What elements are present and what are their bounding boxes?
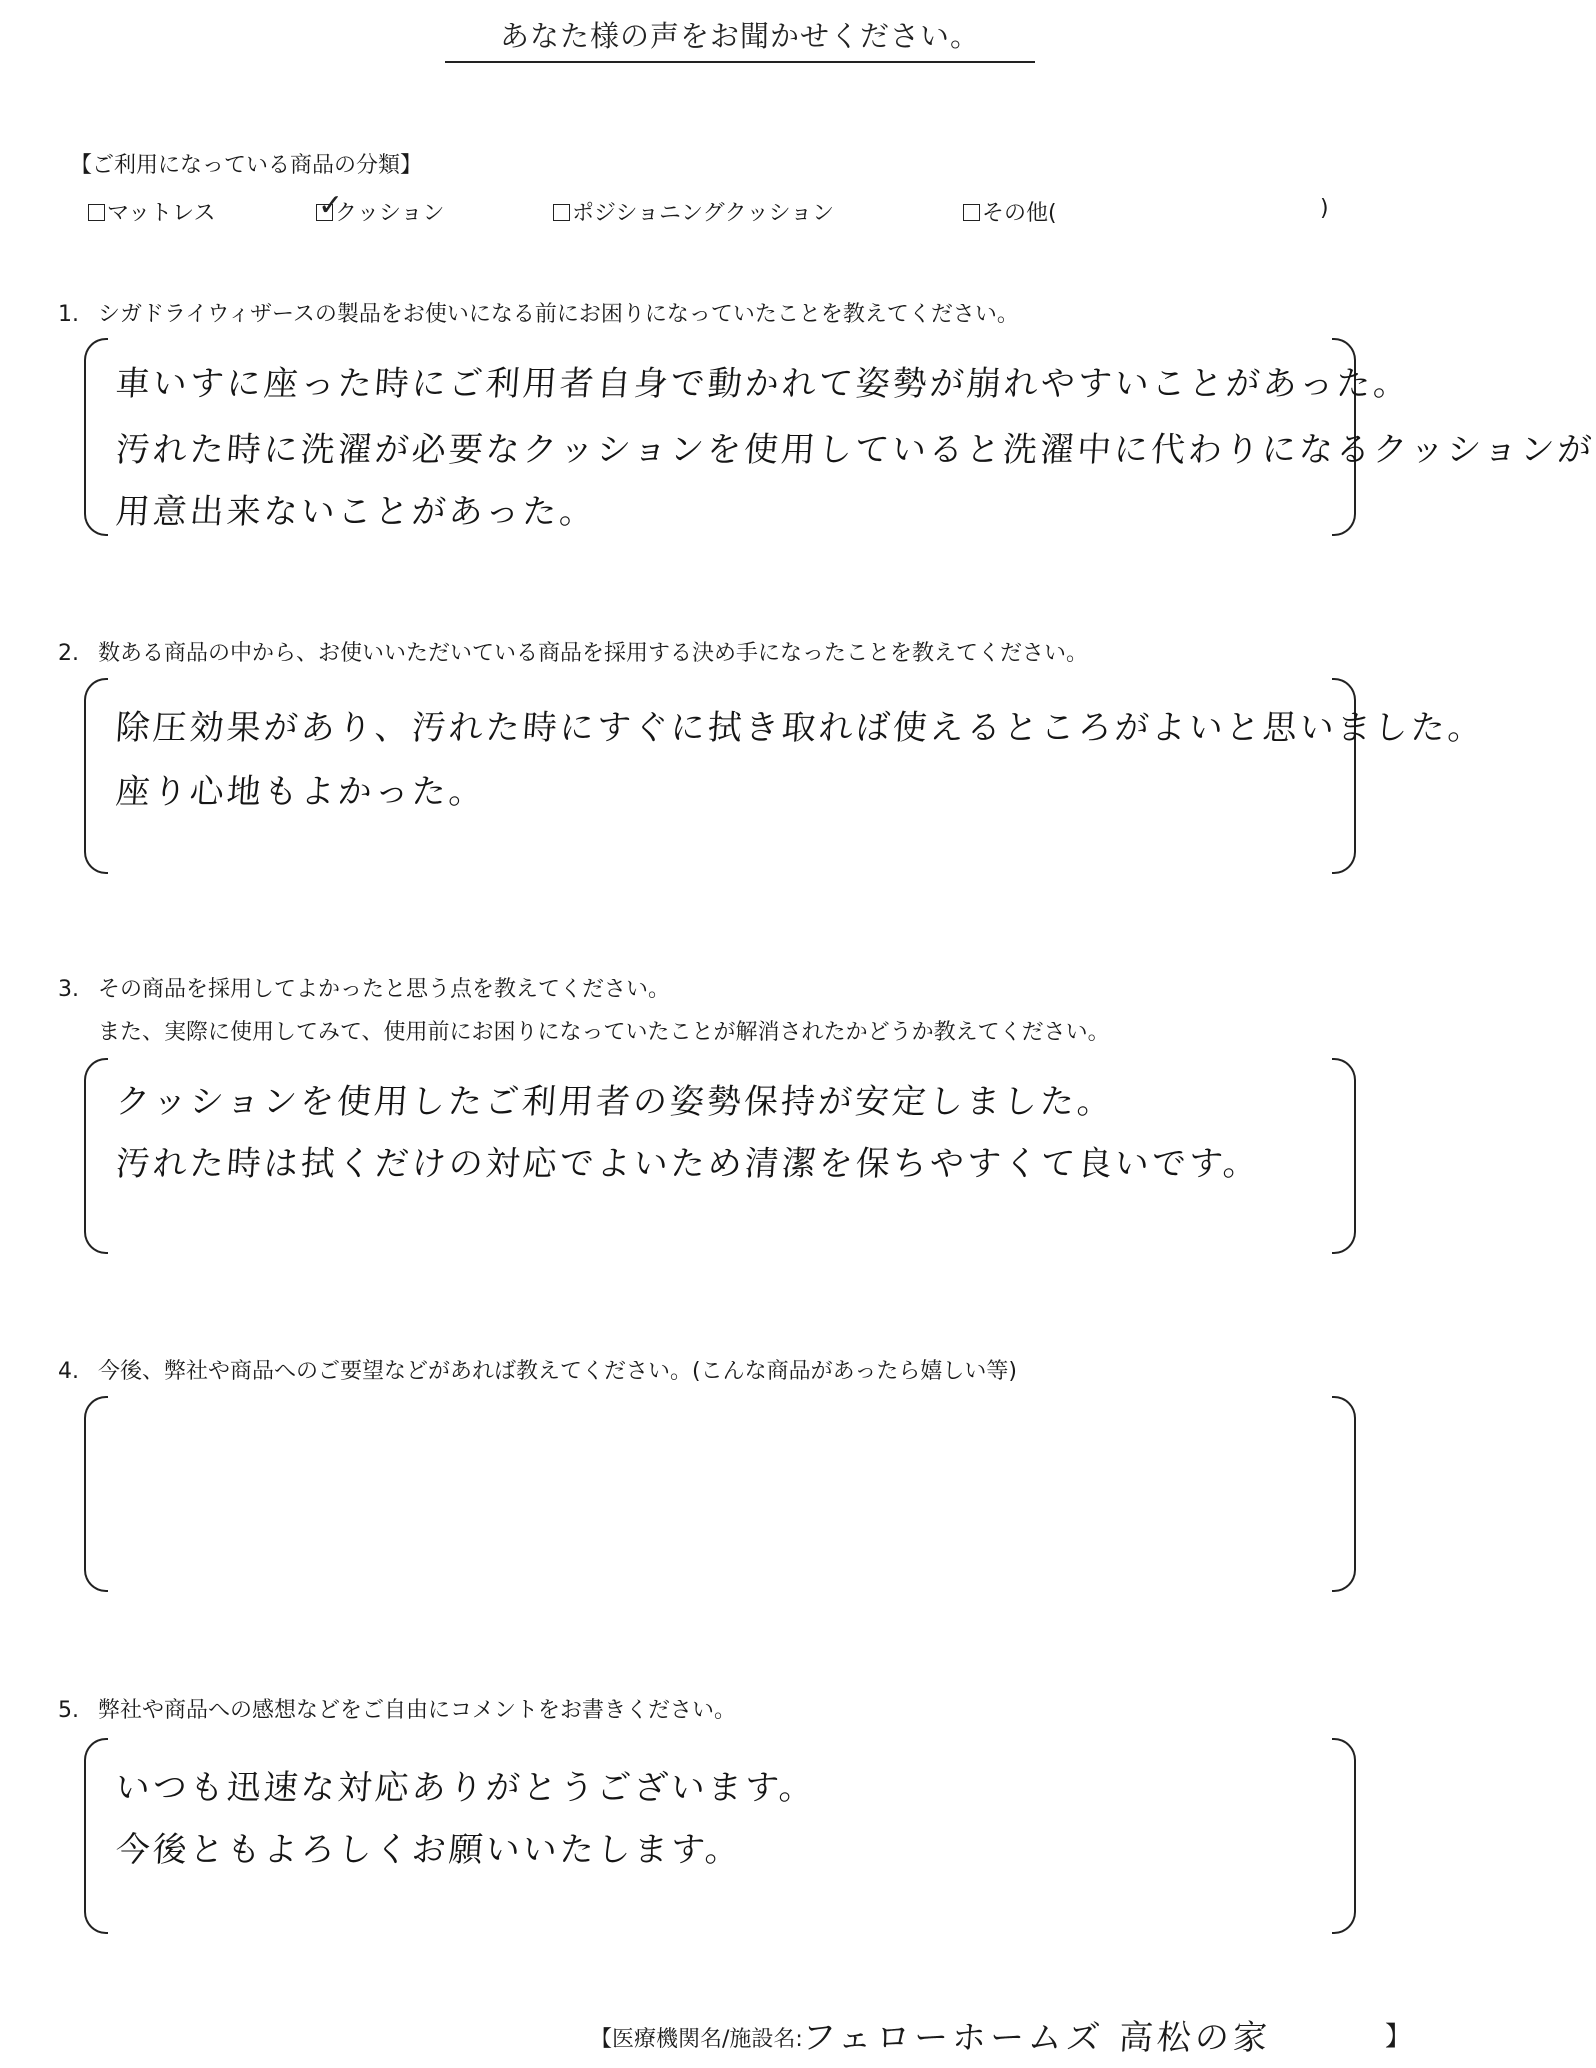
checkbox[interactable]: [963, 204, 980, 221]
answer-box-5[interactable]: [84, 1738, 1356, 1934]
category-options: [88, 188, 1348, 232]
category-option-cushion[interactable]: [316, 188, 445, 226]
left-bracket: [84, 678, 108, 874]
question-text: 今後、弊社や商品へのご要望などがあれば教えてください。(こんな商品があったら嬉しい等): [98, 1359, 1017, 1384]
facility-value: フェローホームズ 高松の家: [800, 2018, 1273, 2058]
check-mark-icon: ✓: [318, 188, 344, 223]
category-label: クッション: [335, 201, 445, 226]
category-label: マットレス: [107, 201, 216, 226]
other-close-paren: ): [1320, 196, 1329, 221]
checkbox[interactable]: [88, 204, 105, 221]
right-bracket: [1332, 1738, 1356, 1934]
answer-line: 汚れた時は拭くだけの対応でよいため清潔を保ちやすくて良いです。: [114, 1144, 1262, 1184]
facility-name-field: [590, 2012, 1410, 2056]
answer-line: 汚れた時に洗濯が必要なクッションを使用していると洗濯中に代わりになるクッションが: [114, 430, 1596, 470]
facility-label: 【医療機関名/施設名:: [590, 2027, 803, 2052]
left-bracket: [84, 1058, 108, 1254]
category-option-positioning-cushion[interactable]: [553, 196, 834, 227]
category-label: ポジショニングクッション: [572, 201, 835, 226]
question-5: [58, 1693, 1378, 1724]
left-bracket: [84, 338, 108, 536]
question-4: [58, 1354, 1378, 1385]
answer-line: いつも迅速な対応ありがとうございます。: [114, 1768, 818, 1808]
question-text: 弊社や商品への感想などをご自由にコメントをお書きください。: [98, 1698, 737, 1723]
question-2: [58, 636, 1378, 667]
question-number: 2.: [58, 641, 79, 666]
answer-box-2[interactable]: [84, 678, 1487, 874]
category-option-mattress[interactable]: [88, 196, 215, 227]
answer-box-4[interactable]: [84, 1396, 1356, 1592]
facility-close-bracket: 】: [1385, 2022, 1412, 2052]
category-label: その他(: [982, 201, 1057, 226]
question-number: 4.: [58, 1359, 79, 1384]
answer-line: クッションを使用したご利用者の姿勢保持が安定しました。: [114, 1082, 1116, 1122]
right-bracket: [1332, 1396, 1356, 1592]
answer-box-3[interactable]: [84, 1058, 1356, 1254]
category-heading: 【ご利用になっている商品の分類】: [70, 153, 423, 178]
page-title: あなた様の声をお聞かせください。: [445, 14, 1035, 63]
question-text: シガドライウィザースの製品をお使いになる前にお困りになっていたことを教えてください。: [98, 302, 1019, 327]
answer-line: 車いすに座った時にご利用者自身で動かれて姿勢が崩れやすいことがあった。: [114, 364, 1412, 404]
answer-line: 除圧効果があり、汚れた時にすぐに拭き取れば使えるところがよいと思いました。: [114, 708, 1487, 748]
left-bracket: [84, 1738, 108, 1934]
answer-line: 用意出来ないことがあった。: [114, 492, 598, 532]
right-bracket: [1332, 1058, 1356, 1254]
question-text: 数ある商品の中から、お使いいただいている商品を採用する決め手になったことを教えてください。: [98, 641, 1089, 666]
checkbox[interactable]: [553, 204, 570, 221]
question-number: 3.: [58, 977, 79, 1002]
question-1: [58, 297, 1378, 328]
answer-box-1[interactable]: [84, 338, 1596, 536]
question-text: その商品を採用してよかったと思う点を教えてください。: [98, 977, 671, 1002]
left-bracket: [84, 1396, 108, 1592]
answer-line: 今後ともよろしくお願いいたします。: [114, 1830, 744, 1870]
question-subtext: また、実際に使用してみて、使用前にお困りになっていたことが解消されたかどうか教えてください。: [98, 1020, 1110, 1045]
question-number: 1.: [58, 302, 79, 327]
answer-line: 座り心地もよかった。: [114, 772, 488, 812]
category-option-other[interactable]: [963, 196, 1057, 227]
question-number: 5.: [58, 1698, 79, 1723]
question-3: [58, 972, 1378, 1046]
